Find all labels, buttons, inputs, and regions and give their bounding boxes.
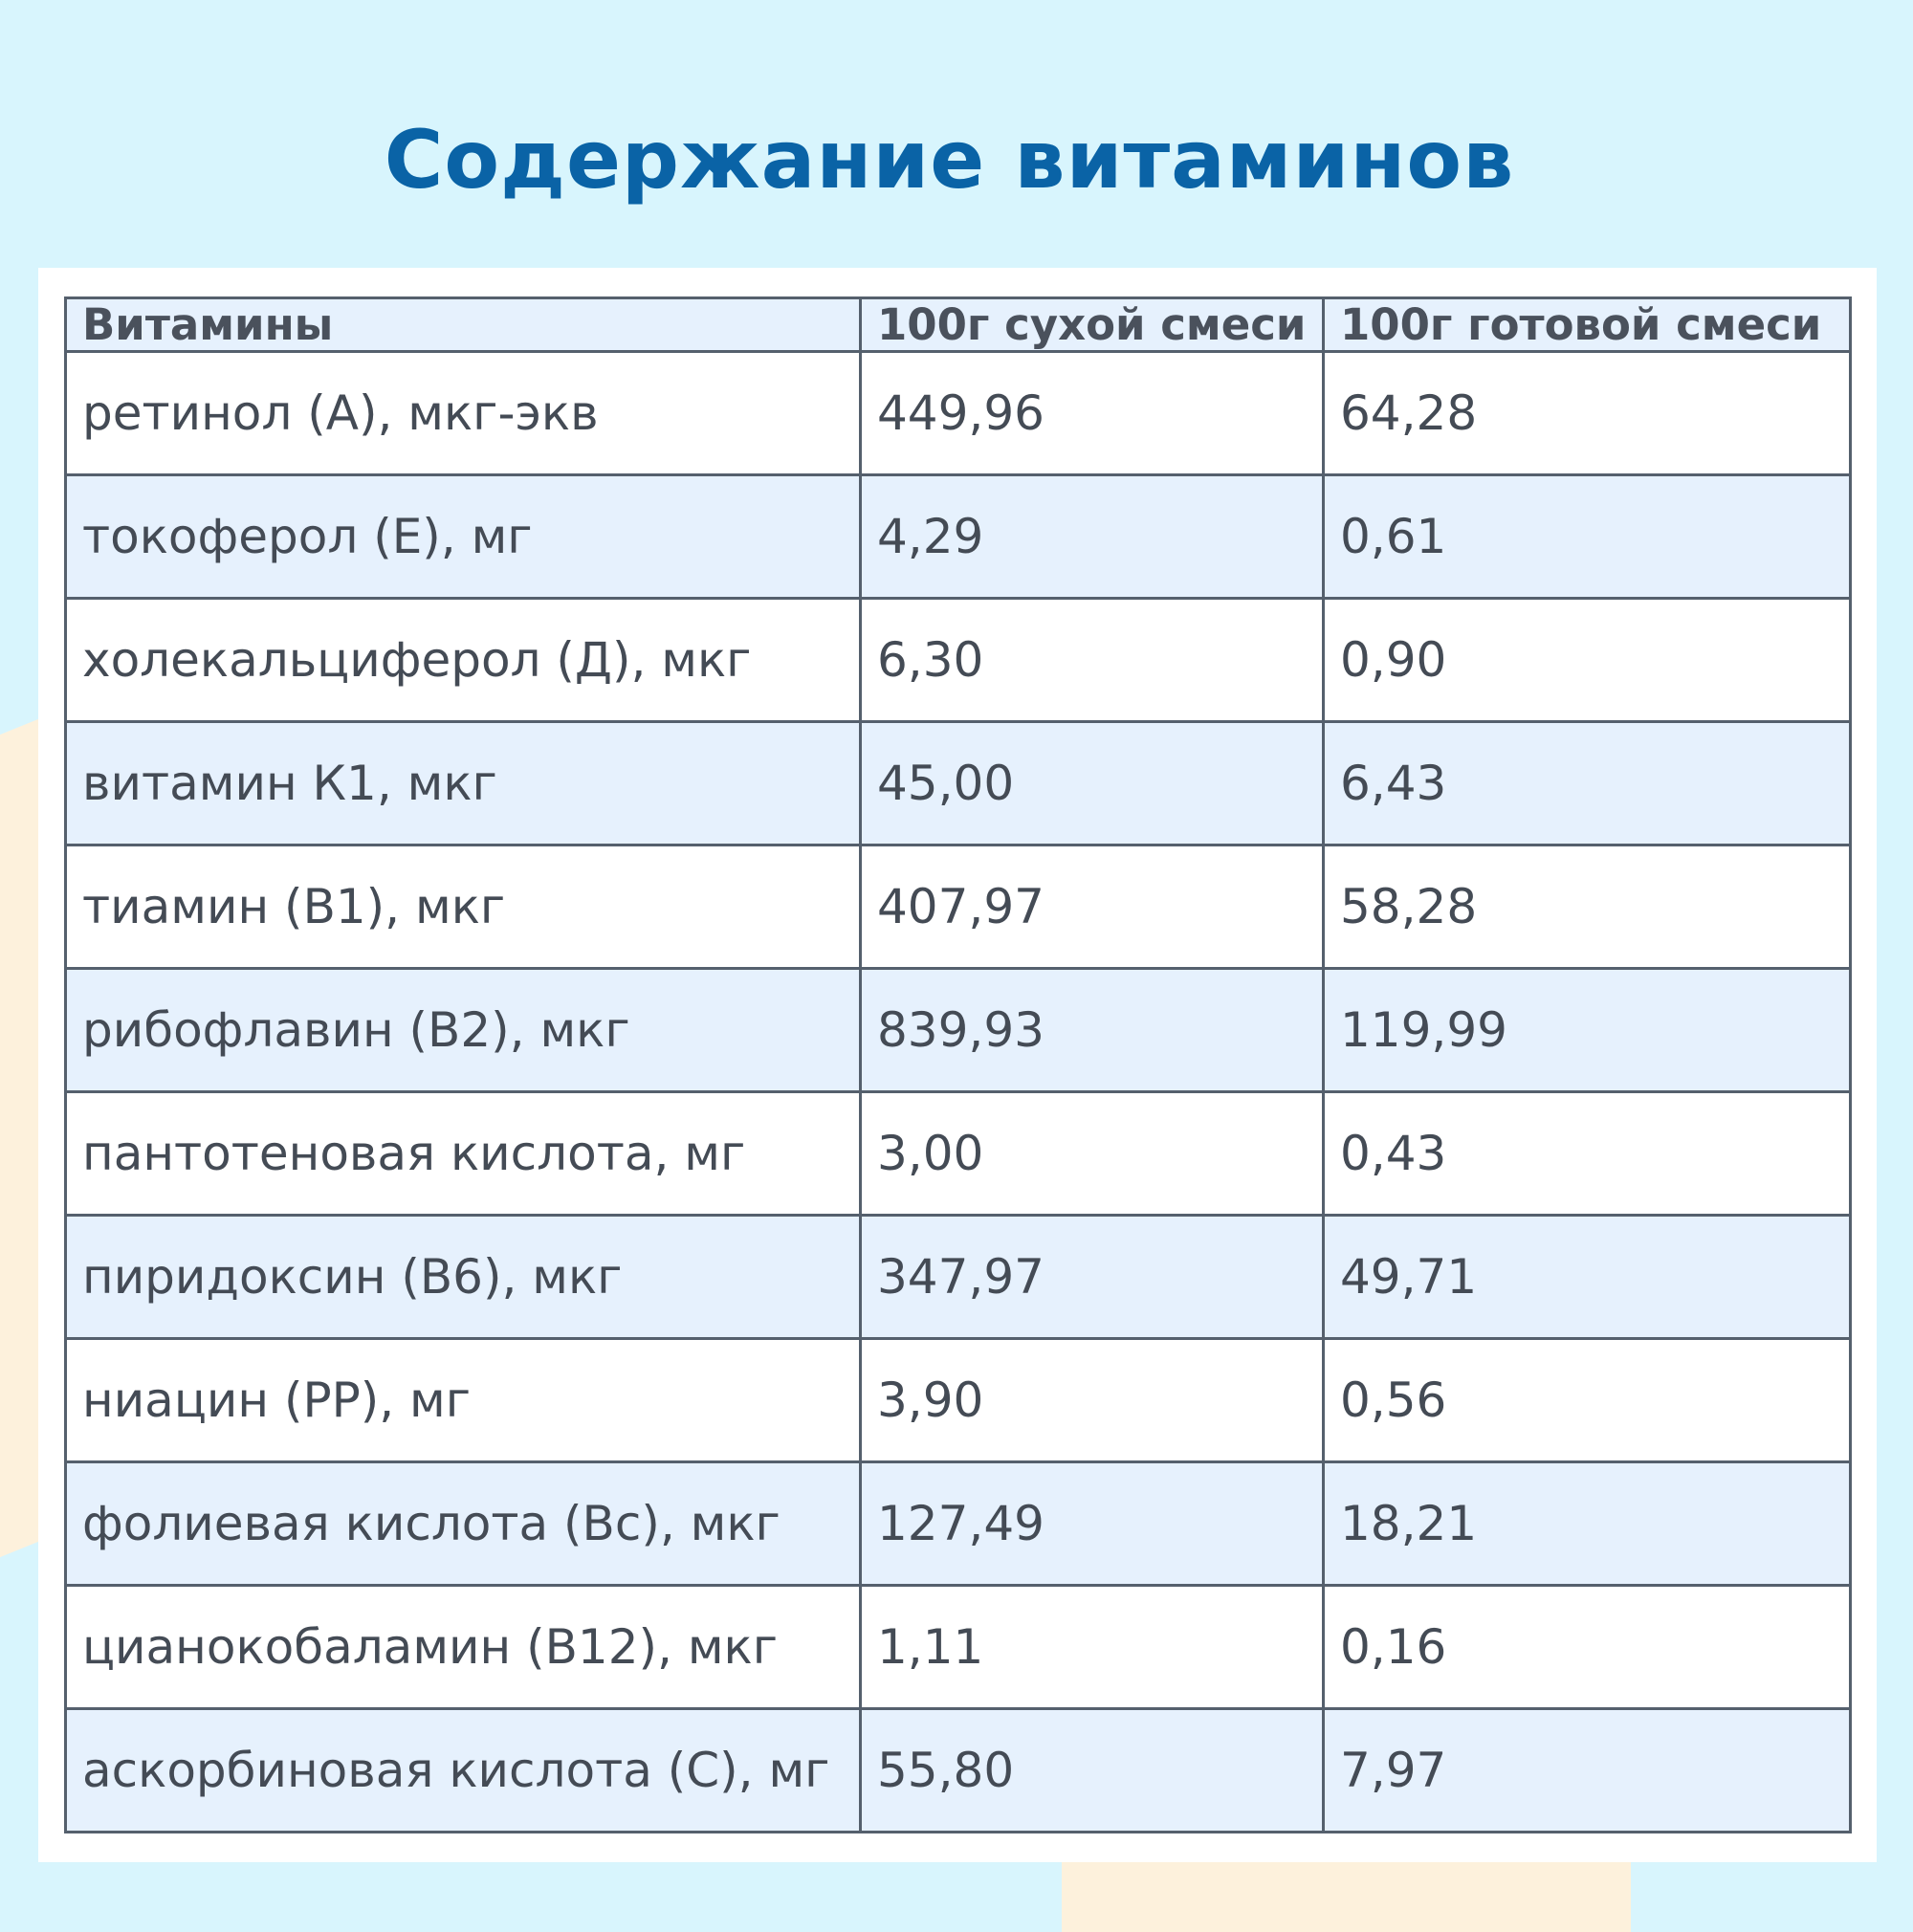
table-row <box>66 599 1851 722</box>
vitamin-name-cell: аскорбиновая кислота (С), мг <box>66 1709 861 1833</box>
vitamins-table <box>64 296 1852 1833</box>
ready-mix-value-cell: 0,56 <box>1324 1339 1851 1462</box>
table-row <box>66 1586 1851 1709</box>
dry-mix-value-cell: 127,49 <box>861 1462 1324 1586</box>
vitamin-name-cell: пантотеновая кислота, мг <box>66 1092 861 1216</box>
dry-mix-value-cell: 347,97 <box>861 1216 1324 1339</box>
header-dry-mix: 100г сухой смеси <box>861 298 1324 352</box>
dry-mix-value-cell: 1,11 <box>861 1586 1324 1709</box>
table-row <box>66 1216 1851 1339</box>
vitamin-name-cell: тиамин (В1), мкг <box>66 845 861 969</box>
vitamin-name-cell: холекальциферол (Д), мкг <box>66 599 861 722</box>
table-row <box>66 969 1851 1092</box>
vitamin-name-cell: рибофлавин (В2), мкг <box>66 969 861 1092</box>
ready-mix-value-cell: 119,99 <box>1324 969 1851 1092</box>
dry-mix-value-cell: 449,96 <box>861 352 1324 475</box>
ready-mix-value-cell: 64,28 <box>1324 352 1851 475</box>
dry-mix-value-cell: 45,00 <box>861 722 1324 845</box>
dry-mix-value-cell: 407,97 <box>861 845 1324 969</box>
dry-mix-value-cell: 6,30 <box>861 599 1324 722</box>
table-body <box>66 352 1851 1833</box>
ready-mix-value-cell: 6,43 <box>1324 722 1851 845</box>
vitamin-name-cell: фолиевая кислота (Вс), мкг <box>66 1462 861 1586</box>
page-title: Содержание витаминов <box>384 113 1515 207</box>
table-row <box>66 1339 1851 1462</box>
ready-mix-value-cell: 0,16 <box>1324 1586 1851 1709</box>
ready-mix-value-cell: 0,61 <box>1324 475 1851 599</box>
dry-mix-value-cell: 3,90 <box>861 1339 1324 1462</box>
ready-mix-value-cell: 58,28 <box>1324 845 1851 969</box>
table-row <box>66 845 1851 969</box>
dry-mix-value-cell: 3,00 <box>861 1092 1324 1216</box>
vitamin-name-cell: ретинол (А), мкг-экв <box>66 352 861 475</box>
table-row <box>66 475 1851 599</box>
table-row <box>66 722 1851 845</box>
table-row <box>66 1709 1851 1833</box>
ready-mix-value-cell: 18,21 <box>1324 1462 1851 1586</box>
vitamin-name-cell: цианокобаламин (В12), мкг <box>66 1586 861 1709</box>
vitamin-name-cell: витамин К1, мкг <box>66 722 861 845</box>
vitamin-name-cell: токоферол (Е), мг <box>66 475 861 599</box>
table-row <box>66 1462 1851 1586</box>
ready-mix-value-cell: 0,43 <box>1324 1092 1851 1216</box>
ready-mix-value-cell: 0,90 <box>1324 599 1851 722</box>
table-row <box>66 1092 1851 1216</box>
dry-mix-value-cell: 839,93 <box>861 969 1324 1092</box>
dry-mix-value-cell: 4,29 <box>861 475 1324 599</box>
table-card <box>38 268 1877 1862</box>
header-vitamins: Витамины <box>66 298 861 352</box>
ready-mix-value-cell: 49,71 <box>1324 1216 1851 1339</box>
table-header-row <box>66 298 1851 352</box>
vitamin-name-cell: ниацин (РР), мг <box>66 1339 861 1462</box>
ready-mix-value-cell: 7,97 <box>1324 1709 1851 1833</box>
table-row <box>66 352 1851 475</box>
vitamin-name-cell: пиридоксин (В6), мкг <box>66 1216 861 1339</box>
header-ready-mix: 100г готовой смеси <box>1324 298 1851 352</box>
dry-mix-value-cell: 55,80 <box>861 1709 1324 1833</box>
